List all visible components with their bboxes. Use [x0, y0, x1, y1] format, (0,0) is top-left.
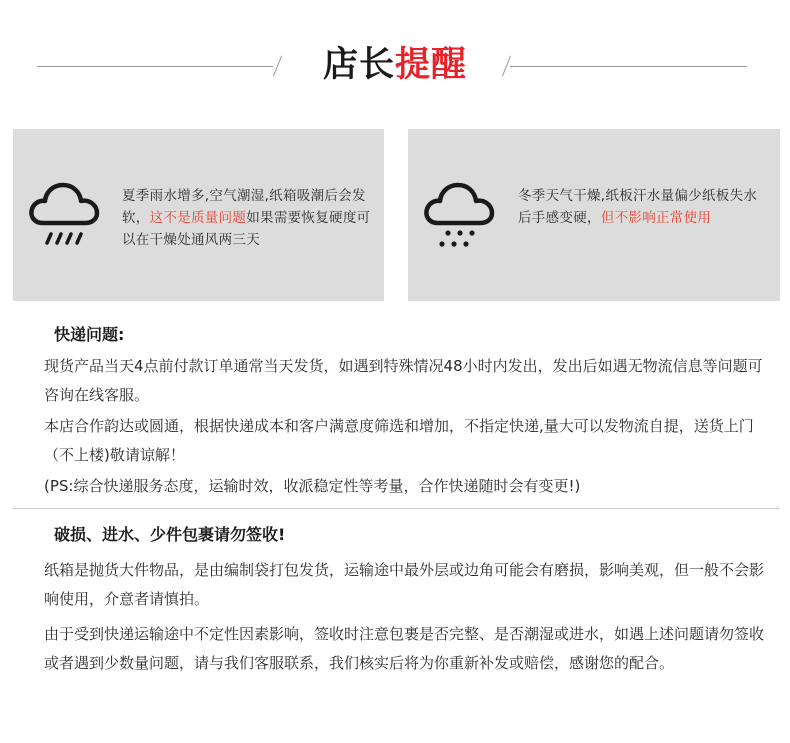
damage-paragraph-1: 纸箱是抛货大件物品，是由编制袋打包发货，运输途中最外层或边角可能会有磨损，影响美观，但一般不会影响使用，介意者请慎拍。 — [44, 561, 765, 608]
card-text-before: 夏季雨水增多,空气潮湿,纸箱吸潮后会发软， — [122, 188, 366, 226]
shipping-paragraph-1: 现货产品当天4点前付款订单通常当天发货，如遇到特殊情况48小时内发出，发出后如遇无物流信息等问题可咨询在线客服。 — [44, 357, 763, 404]
header-line-left — [37, 66, 273, 67]
title-part-1: 店长 — [322, 45, 395, 85]
card-text-before: 冬季天气干燥,纸板汗水量偏少纸板失水后手感变硬， — [518, 188, 758, 226]
shipping-title: 快递问题: — [54, 325, 125, 344]
shipping-paragraph-2: 本店合作韵达或圆通，根据快递成本和客户满意度筛选和增加，不指定快递,量大可以发物流自提，送货上门（不上楼)敬请谅解！ — [44, 417, 754, 464]
card-text-highlight: 但不影响正常使用 — [600, 210, 712, 226]
damage-title: 破损、进水、少件包裹请勿签收! — [54, 525, 286, 544]
rain-cloud-icon — [25, 177, 107, 259]
page-title — [290, 40, 500, 90]
snow-cloud-icon — [420, 177, 502, 259]
section-divider — [13, 508, 780, 509]
header-line-right — [510, 66, 747, 67]
card-text-highlight: 这不是质量问题 — [149, 210, 247, 226]
title-part-2: 提醒 — [395, 45, 468, 85]
shipping-paragraph-3: (PS:综合快递服务态度，运输时效，收派稳定性等考量，合作快递随时会有变更!) — [44, 477, 581, 495]
card-text-after: 如果需要恢复硬度可以在干燥处通风两三天 — [122, 210, 371, 248]
header-slash-left — [273, 56, 282, 77]
card-text — [518, 185, 770, 229]
info-card-summer — [13, 129, 384, 301]
card-text — [122, 185, 372, 251]
info-card-winter — [408, 129, 780, 301]
damage-paragraph-2: 由于受到快递运输途中不定性因素影响，签收时注意包裹是否完整、是否潮湿或进水，如遇上述问题请勿签收或者遇到少数量问题，请与我们客服联系，我们核实后将为你重新补发或赔偿，感谢您的配合。 — [44, 625, 765, 672]
